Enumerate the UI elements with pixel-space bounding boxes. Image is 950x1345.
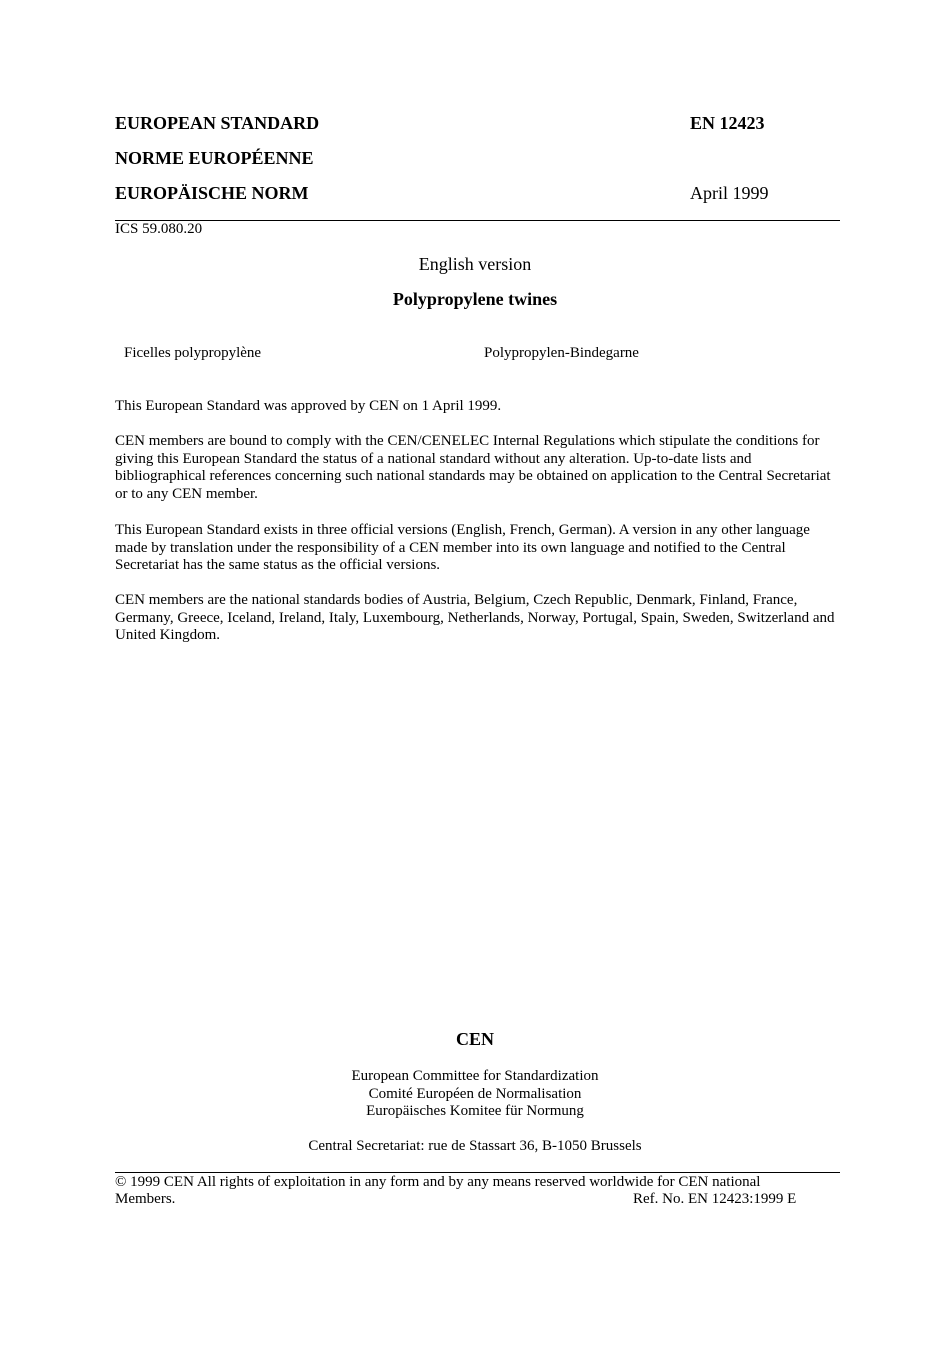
title-french: Ficelles polypropylène: [124, 345, 262, 361]
standard-number: EN 12423: [690, 113, 765, 133]
regulations-paragraph: CEN members are bound to comply with the CEN/CENELEC Internal Regulations which stipulate the conditions for giving this European Standard the status of a national standard without any alteration. Up-to-date lists and bibliographical references concerning such national standards may be obtained on application to the Central Secretariat or to any CEN member.: [115, 433, 831, 502]
committee-name-de: Europäisches Komitee für Normung: [366, 1103, 584, 1119]
standard-title-en: EUROPEAN STANDARD: [115, 113, 320, 133]
standard-title-fr: NORME EUROPÉENNE: [115, 148, 314, 168]
secretariat-address: Central Secretariat: rue de Stassart 36, B-1050 Brussels: [308, 1138, 642, 1154]
approval-paragraph: This European Standard was approved by CEN on 1 April 1999.: [115, 398, 502, 414]
header-divider: [115, 220, 840, 221]
members-paragraph: CEN members are the national standards bodies of Austria, Belgium, Czech Republic, Denmark, Finland, France, Germany, Greece, Iceland, Ireland, Italy, Luxembourg, Netherlands, Norway, Portugal, Spain, Sweden, Switzerland and United Kingdom.: [115, 592, 835, 644]
footer-divider: [115, 1172, 840, 1173]
standard-title-de: EUROPÄISCHE NORM: [115, 183, 309, 203]
cen-label: CEN: [455, 1029, 494, 1049]
copyright-line-1: © 1999 CEN All rights of exploitation in any form and by any means reserved worldwide for CEN national: [115, 1174, 761, 1190]
committee-name-fr: Comité Européen de Normalisation: [368, 1086, 582, 1102]
ics-code: ICS 59.080.20: [115, 221, 203, 237]
reference-number: Ref. No. EN 12423:1999 E: [633, 1191, 797, 1207]
version-label: English version: [418, 254, 532, 274]
versions-paragraph: This European Standard exists in three official versions (English, French, German). A version in any other language made by translation under the responsibility of a CEN member into its own language and notified to the Central Secretariat has the same status as the official versions.: [115, 522, 810, 574]
title-german: Polypropylen-Bindegarne: [484, 345, 639, 361]
committee-name-en: European Committee for Standardization: [351, 1068, 599, 1084]
document-title: Polypropylene twines: [392, 289, 558, 309]
copyright-line-2: Members.: [115, 1191, 176, 1207]
publication-date: April 1999: [690, 183, 769, 203]
